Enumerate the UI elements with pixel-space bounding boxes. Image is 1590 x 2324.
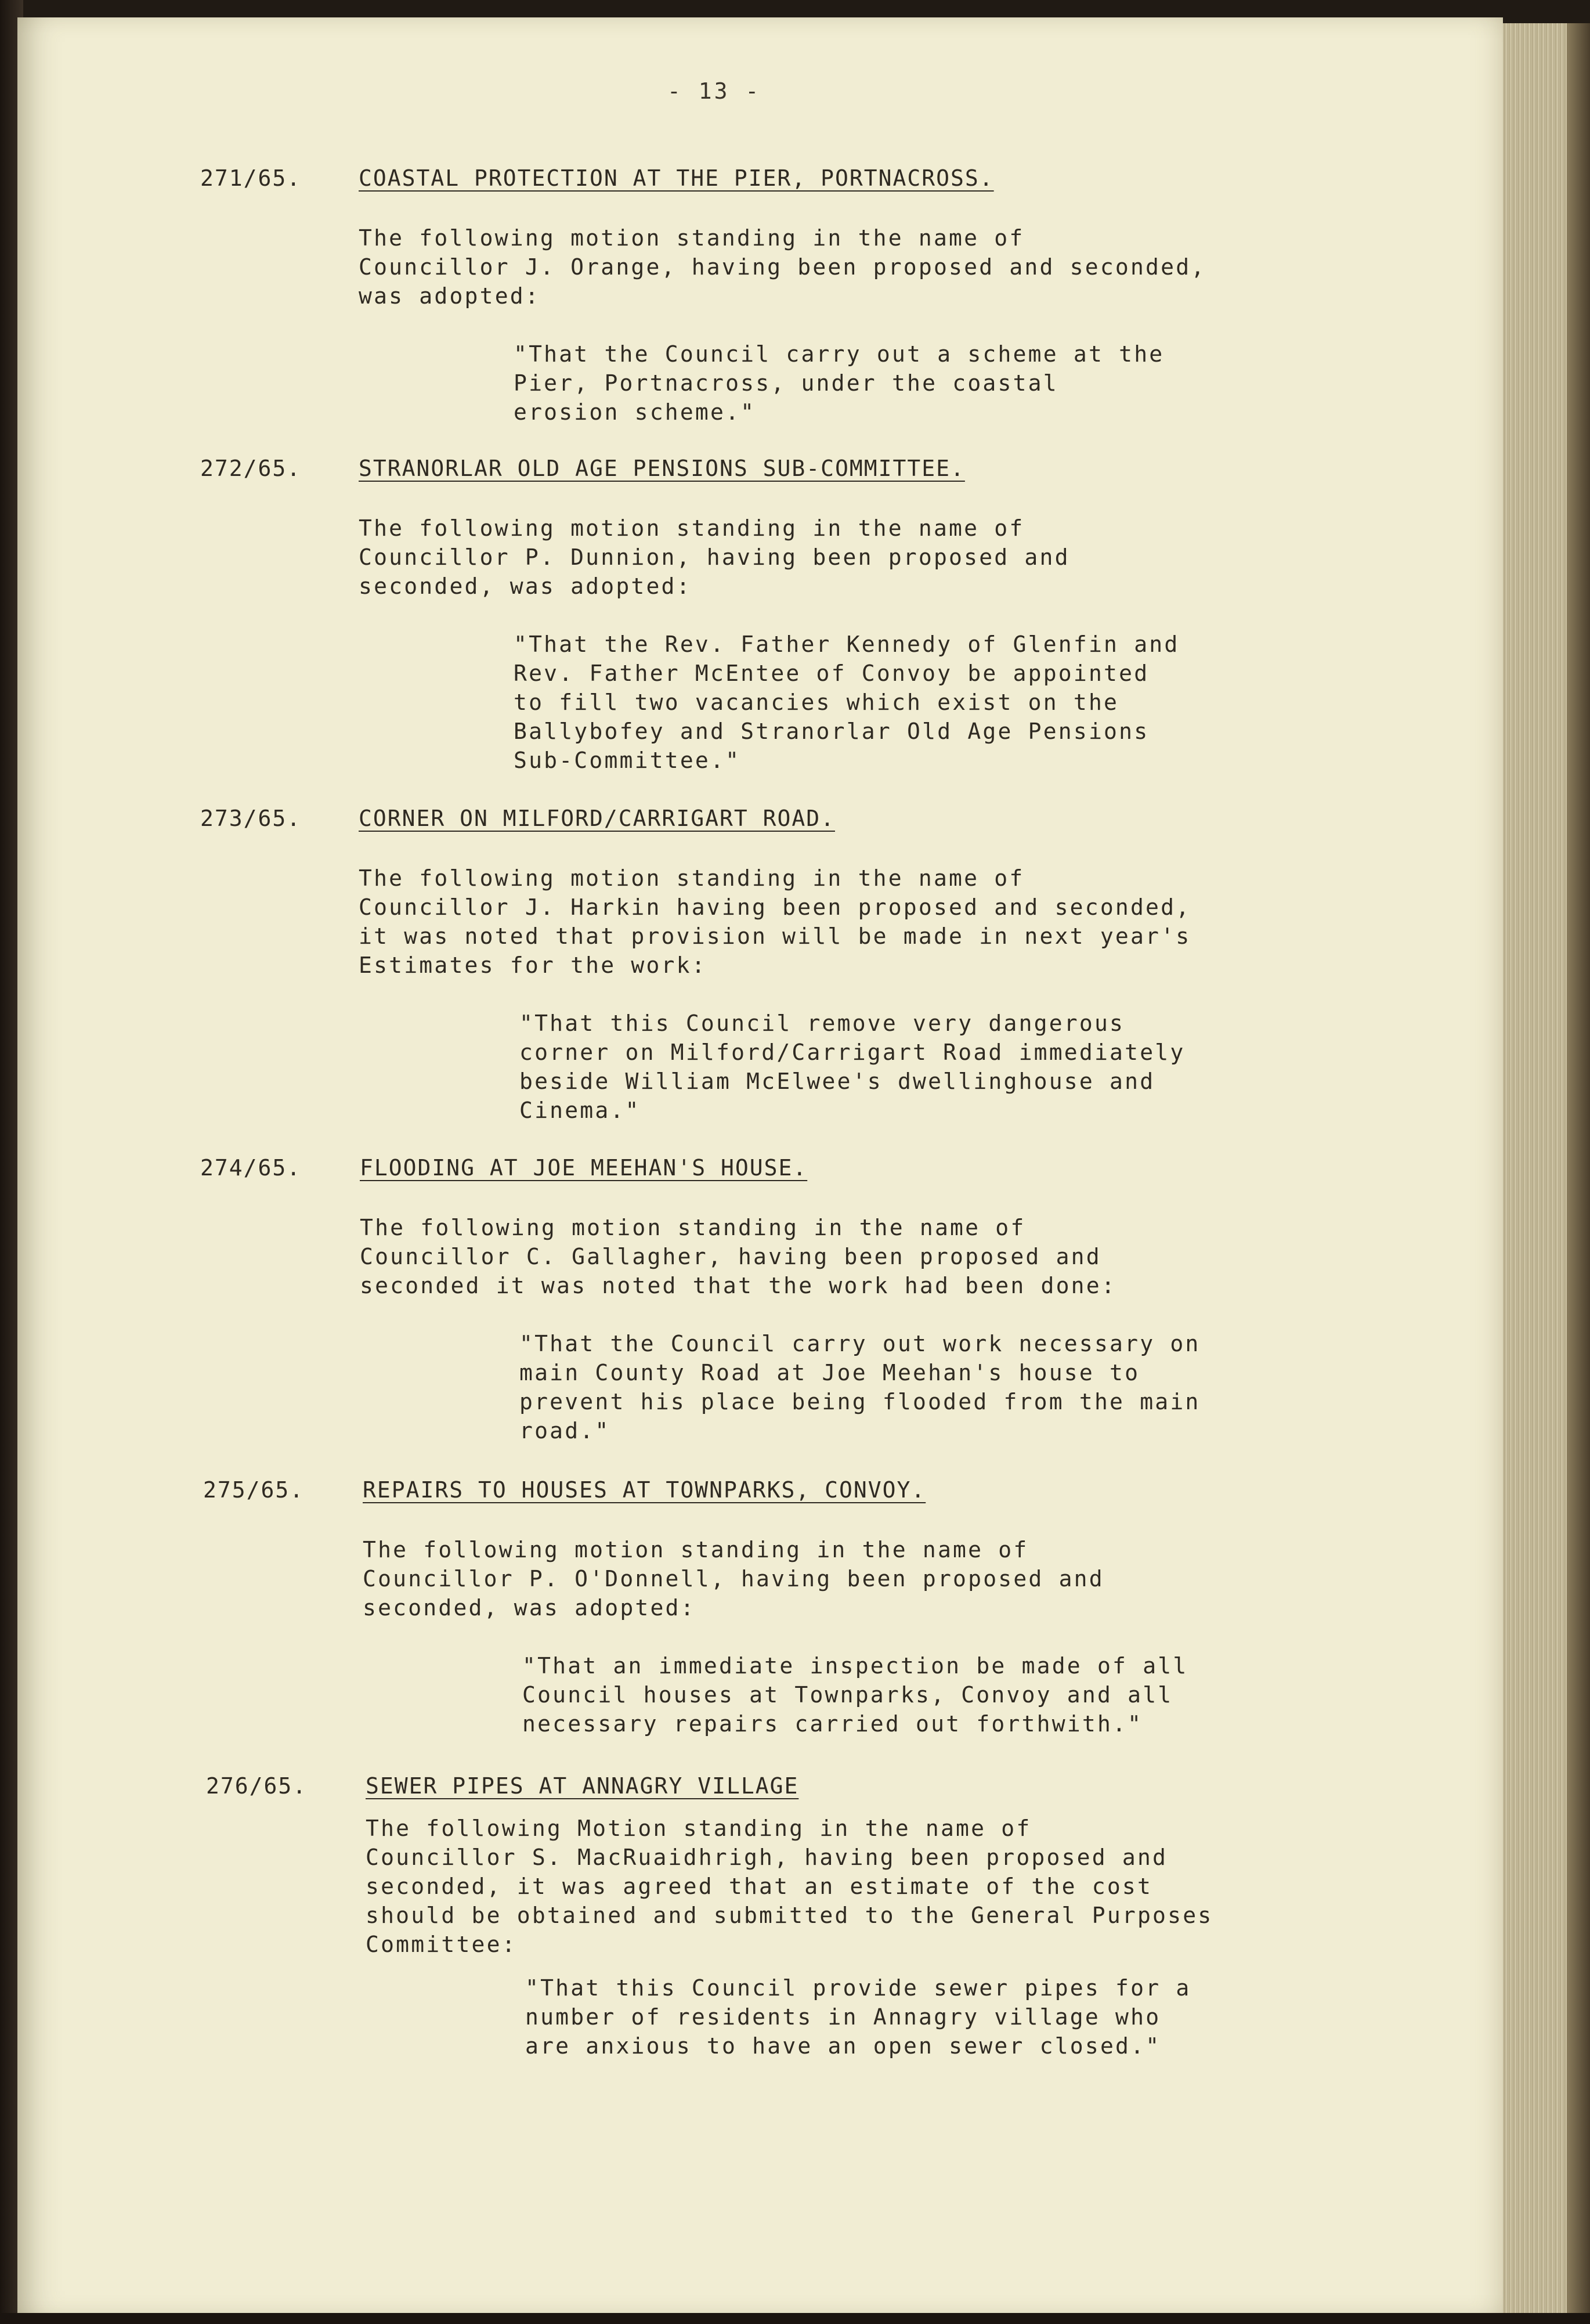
item-heading: REPAIRS TO HOUSES AT TOWNPARKS, CONVOY. [363,1477,926,1503]
page-number: - 13 - [667,78,761,104]
item-heading: SEWER PIPES AT ANNAGRY VILLAGE [366,1773,799,1799]
item-body: The following motion standing in the name of Councillor P. O'Donnell, having been proposed and seconded, was adopted: [363,1537,1104,1621]
bottom-edge [0,2313,1590,2324]
book-edge-shadow [1567,23,1590,2324]
item-body: The following motion standing in the name of Councillor P. Dunnion, having been proposed and seconded, was adopted: [359,515,1070,599]
item-heading: CORNER ON MILFORD/CARRIGART ROAD. [359,806,835,831]
item-number: 274/65. [200,1155,302,1181]
item-quote: "That the Council carry out a scheme at the Pier, Portnacross, under the coastal erosion scheme." [514,341,1165,425]
item-heading: COASTAL PROTECTION AT THE PIER, PORTNACROSS. [359,165,994,191]
item-number: 272/65. [200,456,302,481]
item-body: The following motion standing in the name of Councillor C. Gallagher, having been proposed and seconded it was noted that the work had been done: [360,1215,1116,1298]
item-number: 271/65. [200,165,302,191]
item-body: The following motion standing in the name of Councillor J. Harkin having been proposed and seconded, it was noted that provision will be made in next year's Estimates for the work: [359,865,1191,978]
item-heading: FLOODING AT JOE MEEHAN'S HOUSE. [360,1155,808,1181]
item-number: 273/65. [200,806,302,831]
item-quote: "That this Council remove very dangerous corner on Milford/Carrigart Road immediately beside William McElwee's dwellinghouse and Cinema." [519,1011,1186,1123]
item-heading: STRANORLAR OLD AGE PENSIONS SUB-COMMITTEE. [359,456,965,481]
item-quote: "That the Council carry out work necessary on main County Road at Joe Meehan's house to prevent his place being flooded from the main road." [519,1331,1201,1444]
item-body: The following Motion standing in the name of Councillor S. MacRuaidhrigh, having been proposed and seconded, it was agreed that an estimate of the cost should be obtained and submitted to the General Purposes Committee: [366,1816,1213,1957]
item-number: 276/65. [206,1773,308,1799]
item-number: 275/65. [203,1477,305,1503]
item-quote: "That an immediate inspection be made of all Council houses at Townparks, Convoy and all necessary repairs carried out forthwith." [522,1653,1188,1737]
item-body: The following motion standing in the name of Councillor J. Orange, having been proposed and seconded, was adopted: [359,225,1206,309]
item-quote: "That the Rev. Father Kennedy of Glenfin and Rev. Father McEntee of Convoy be appointed to fill two vacancies which exist on the Ballybofey and Stranorlar Old Age Pensions Sub-Committee." [514,631,1180,773]
item-quote: "That this Council provide sewer pipes for a number of residents in Annagry village who are anxious to have an open sewer closed." [525,1975,1191,2059]
